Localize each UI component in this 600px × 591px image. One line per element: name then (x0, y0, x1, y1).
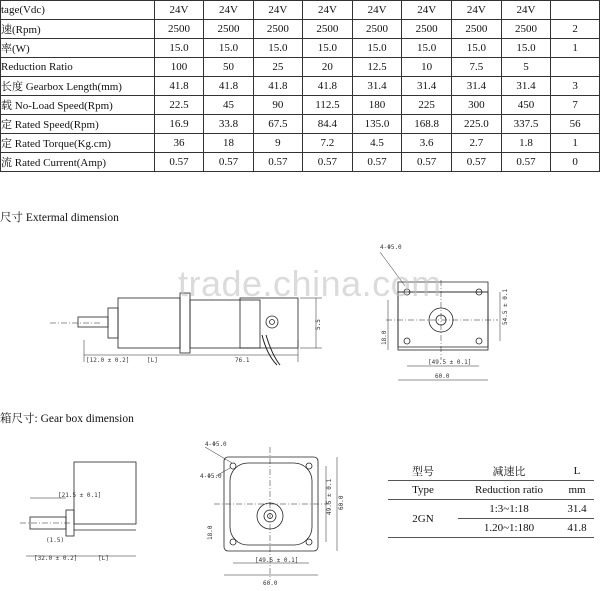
gb-pcd-dim: [49.5 ± 0.1] (255, 557, 299, 564)
spec-cell: 0.57 (402, 153, 452, 172)
spec-cell: 2500 (352, 20, 402, 39)
spec-cell: 7.5 (452, 58, 502, 77)
spec-cell: 31.4 (452, 77, 502, 96)
spec-cell: 0.57 (303, 153, 353, 172)
spec-cell: 31.4 (501, 77, 551, 96)
spec-cell: 36 (154, 134, 203, 153)
spec-row-label: 长度 Gearbox Length(mm) (1, 77, 155, 96)
gb-step-dim: (1.5) (46, 537, 65, 544)
ext-height-dim: 54.5 ± 0.1 (502, 288, 509, 325)
spec-cell: 225 (402, 96, 452, 115)
spec-cell: 5 (501, 58, 551, 77)
spec-cell: 25 (253, 58, 302, 77)
spec-cell: 20 (303, 58, 353, 77)
spec-cell: 15.0 (303, 39, 353, 58)
spec-row-label: 流 Rated Current(Amp) (1, 153, 155, 172)
spec-cell: 112.5 (303, 96, 353, 115)
spec-cell: 50 (204, 58, 253, 77)
ext-l-dim: [L] (147, 357, 158, 364)
spec-cell: 3 (551, 77, 600, 96)
spec-cell: 0.57 (204, 153, 253, 172)
gb-head-ratio-cn: 减速比 (458, 462, 560, 481)
spec-cell: 90 (253, 96, 302, 115)
spec-cell: 24V (501, 1, 551, 20)
spec-cell: 10 (402, 58, 452, 77)
ext-left-height-dim: 18.0 (381, 330, 388, 345)
spec-cell: 450 (501, 96, 551, 115)
spec-cell: 41.8 (154, 77, 203, 96)
spec-cell: 168.8 (402, 115, 452, 134)
spec-cell: 2500 (154, 20, 203, 39)
spec-cell: 300 (452, 96, 502, 115)
spec-cell: 15.0 (154, 39, 203, 58)
spec-cell: 24V (154, 1, 203, 20)
spec-cell: 0.57 (352, 153, 402, 172)
spec-cell: 18 (204, 134, 253, 153)
gb-ratio-cell: 1.20~1:180 (458, 519, 560, 538)
spec-cell: 2.7 (452, 134, 502, 153)
spec-cell: 0 (551, 153, 600, 172)
ext-width-dim: 60.0 (435, 373, 450, 380)
spec-cell: 0.57 (253, 153, 302, 172)
gearbox-dimension-heading: 箱尺寸: Gear box dimension (0, 413, 134, 425)
spec-cell: 41.8 (204, 77, 253, 96)
spec-cell: 15.0 (402, 39, 452, 58)
gb-head-type-cn: 型号 (388, 462, 458, 481)
spec-cell: 2500 (501, 20, 551, 39)
spec-cell: 15.0 (204, 39, 253, 58)
gb-len1-dim: [32.0 ± 0.2] (34, 555, 78, 562)
spec-row-label: Reduction Ratio (1, 58, 155, 77)
spec-cell: 15.0 (253, 39, 302, 58)
ext-holes-dim: 4-Φ5.0 (380, 244, 402, 251)
gb-l-dim: [L] (98, 555, 109, 562)
spec-cell: 31.4 (402, 77, 452, 96)
spec-cell: 24V (303, 1, 353, 20)
gb-head-mm: mm (560, 481, 594, 500)
gb-model: 2GN (388, 500, 458, 538)
spec-cell: 337.5 (501, 115, 551, 134)
gb-head-type-en: Type (388, 481, 458, 500)
spec-cell: 15.0 (352, 39, 402, 58)
ext-pcd-dim: [49.5 ± 0.1] (428, 359, 472, 366)
spec-cell: 67.5 (253, 115, 302, 134)
external-dimension-heading: 尺寸 Extermal dimension (0, 212, 119, 224)
spec-cell: 0.57 (501, 153, 551, 172)
spec-cell: 2500 (452, 20, 502, 39)
spec-cell: 33.8 (204, 115, 253, 134)
gb-holes-a-dim: 4-Φ5.0 (205, 441, 227, 448)
spec-row-label: 速(Rpm) (1, 20, 155, 39)
spec-cell: 135.0 (352, 115, 402, 134)
spec-cell: 1 (551, 39, 600, 58)
spec-cell: 16.9 (154, 115, 203, 134)
spec-cell: 4.5 (352, 134, 402, 153)
gb-holes-b-dim: 4-Φ5.0 (200, 473, 222, 480)
spec-cell: 2 (551, 20, 600, 39)
gearbox-side-view (20, 462, 136, 556)
spec-cell: 24V (452, 1, 502, 20)
spec-cell: 2500 (204, 20, 253, 39)
spec-cell: 3.6 (402, 134, 452, 153)
gb-l-cell: 41.8 (560, 519, 594, 538)
spec-cell: 24V (352, 1, 402, 20)
spec-cell: 12.5 (352, 58, 402, 77)
spec-cell: 7 (551, 96, 600, 115)
spec-cell: 2500 (402, 20, 452, 39)
spec-cell: 22.5 (154, 96, 203, 115)
gb-shaft-dim: [21.5 ± 0.1] (58, 492, 102, 499)
spec-row-label: 载 No-Load Speed(Rpm) (1, 96, 155, 115)
spec-cell: 45 (204, 96, 253, 115)
spec-row-label: 率(W) (1, 39, 155, 58)
spec-cell: 2500 (303, 20, 353, 39)
spec-cell: 180 (352, 96, 402, 115)
spec-cell: 41.8 (253, 77, 302, 96)
spec-cell: 24V (402, 1, 452, 20)
spec-cell: 225.0 (452, 115, 502, 134)
gb-width-dim: 60.0 (263, 580, 278, 587)
spec-cell: 1.8 (501, 134, 551, 153)
gb-head-l: L (560, 462, 594, 481)
watermark: trade.china.com (178, 263, 442, 304)
gearbox-table (388, 462, 594, 538)
spec-cell: 1 (551, 134, 600, 153)
spec-cell: 56 (551, 115, 600, 134)
spec-row-label: tage(Vdc) (1, 1, 155, 20)
spec-cell: 84.4 (303, 115, 353, 134)
spec-cell: 41.8 (303, 77, 353, 96)
spec-cell: 9 (253, 134, 302, 153)
gb-height-dim: 60.0 (338, 495, 345, 510)
spec-cell: 31.4 (352, 77, 402, 96)
spec-row-label: 定 Rated Torque(Kg.cm) (1, 134, 155, 153)
spec-cell: 15.0 (501, 39, 551, 58)
gb-left-height-dim: 18.0 (207, 525, 214, 540)
ext-height-dim-side: 5.5 (315, 319, 322, 330)
spec-cell: 0.57 (452, 153, 502, 172)
ext-shaft-length-dim: [12.0 ± 0.2] (86, 357, 130, 364)
spec-cell: 2500 (253, 20, 302, 39)
gb-h2-dim: 49.5 ± 0.1 (326, 478, 333, 515)
spec-cell: 24V (253, 1, 302, 20)
gb-l-cell: 31.4 (560, 500, 594, 519)
gb-ratio-cell: 1:3~1:18 (458, 500, 560, 519)
spec-cell: 100 (154, 58, 203, 77)
ext-body-length-dim: 76.1 (235, 357, 250, 364)
spec-cell: 15.0 (452, 39, 502, 58)
spec-cell: 7.2 (303, 134, 353, 153)
spec-cell: 24V (204, 1, 253, 20)
gb-head-ratio-en: Reduction ratio (458, 481, 560, 500)
spec-row-label: 定 Rated Speed(Rpm) (1, 115, 155, 134)
spec-cell: 0.57 (154, 153, 203, 172)
